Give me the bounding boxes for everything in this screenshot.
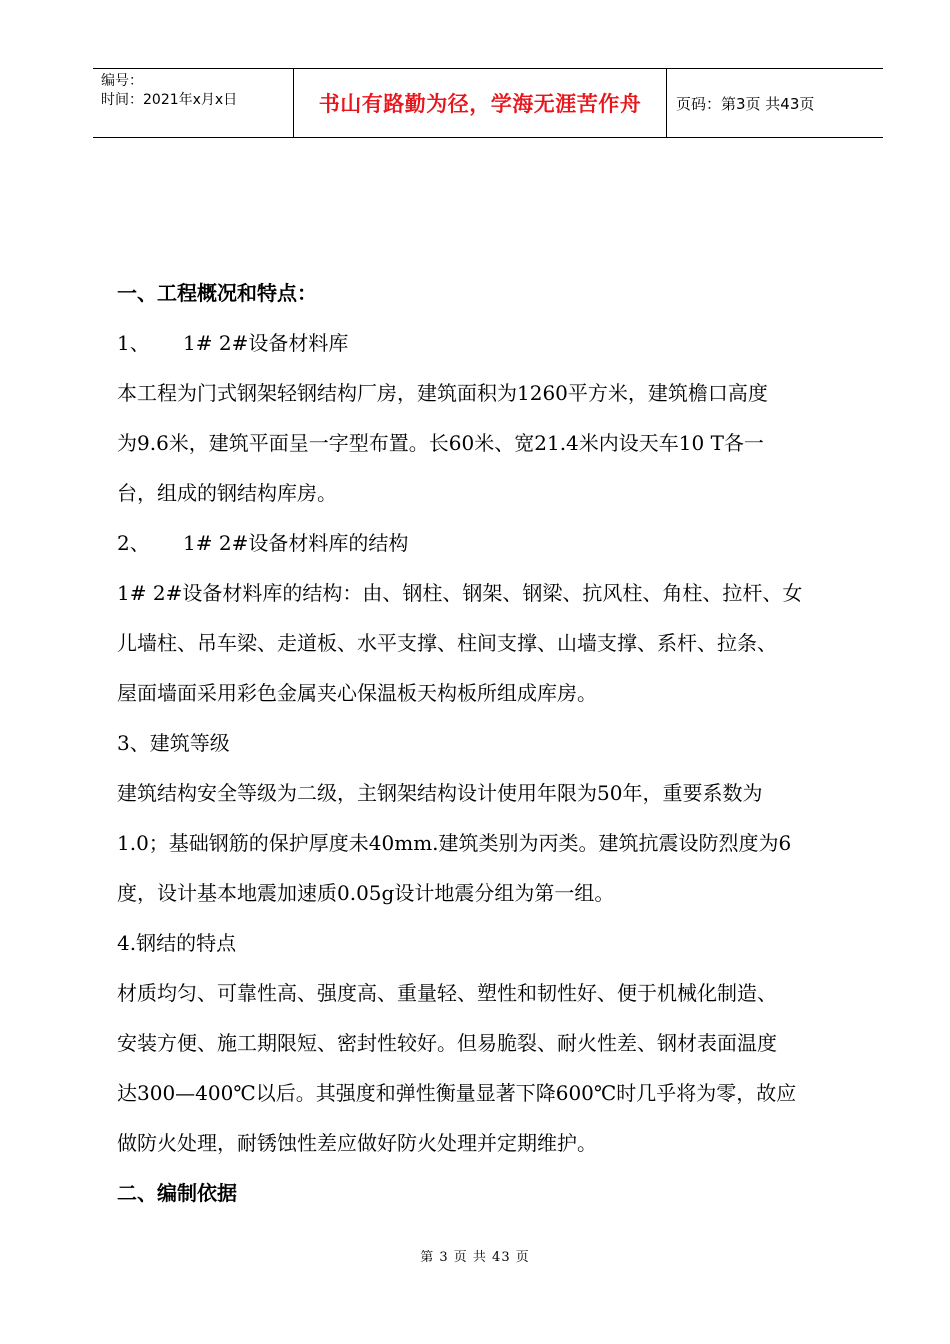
item-heading <box>117 318 862 368</box>
item-heading <box>117 518 862 568</box>
item-title: 1# 2#设备材料库的结构 <box>183 531 409 555</box>
paragraph-line: 达300—400℃以后。其强度和弹性衡量显著下降600℃时几乎将为零，故应 <box>117 1081 797 1105</box>
page-footer: 第 3 页 共 43 页 <box>420 1250 530 1265</box>
section-title: 一、工程概况和特点： <box>117 281 317 305</box>
header-meta <box>93 69 293 137</box>
item-number: 2、 <box>117 531 150 555</box>
paragraph-line: 1# 2#设备材料库的结构：由、钢柱、钢架、钢梁、抗风柱、角柱、拉杆、女 <box>117 581 803 605</box>
item-number: 1、 <box>117 331 150 355</box>
time-label: 时间：2021年x月x日 <box>101 92 238 108</box>
header-motto-cell <box>294 69 666 137</box>
paragraph-line: 为9.6米，建筑平面呈一字型布置。长60米、宽21.4米内设天车10 T各一 <box>117 431 764 455</box>
paragraph-line: 度，设计基本地震加速质0.05g设计地震分组为第一组。 <box>117 881 615 905</box>
header-page-cell <box>667 69 883 137</box>
item-heading: 3、建筑等级 <box>117 731 230 755</box>
document-header <box>93 68 883 138</box>
paragraph-line: 屋面墙面采用彩色金属夹心保温板天构板所组成库房。 <box>117 681 597 705</box>
paragraph-line: 建筑结构安全等级为二级，主钢架结构设计使用年限为50年，重要系数为 <box>117 781 763 805</box>
section-title: 二、编制依据 <box>117 1181 237 1205</box>
paragraph-line: 台，组成的钢结构库房。 <box>117 481 337 505</box>
paragraph-line: 儿墙柱、吊车梁、走道板、水平支撑、柱间支撑、山墙支撑、系杆、拉条、 <box>117 631 777 655</box>
item-title: 1# 2#设备材料库 <box>183 331 349 355</box>
document-body <box>117 268 862 1218</box>
header-motto: 书山有路勤为径，学海无涯苦作舟 <box>318 92 642 116</box>
paragraph-line: 安装方便、施工期限短、密封性较好。但易脆裂、耐火性差、钢材表面温度 <box>117 1031 777 1055</box>
paragraph-line: 材质均匀、可靠性高、强度高、重量轻、塑性和韧性好、便于机械化制造、 <box>117 981 777 1005</box>
paragraph-line: 本工程为门式钢架轻钢结构厂房，建筑面积为1260平方米，建筑檐口高度 <box>117 381 768 405</box>
paragraph-line: 1.0；基础钢筋的保护厚度未40mm.建筑类别为丙类。建筑抗震设防烈度为6 <box>117 831 792 855</box>
header-page-label: 页码：第3页 共43页 <box>676 94 815 113</box>
paragraph-line: 做防火处理，耐锈蚀性差应做好防火处理并定期维护。 <box>117 1131 597 1155</box>
item-heading: 4.钢结的特点 <box>117 931 237 955</box>
code-label: 编号： <box>101 73 143 89</box>
